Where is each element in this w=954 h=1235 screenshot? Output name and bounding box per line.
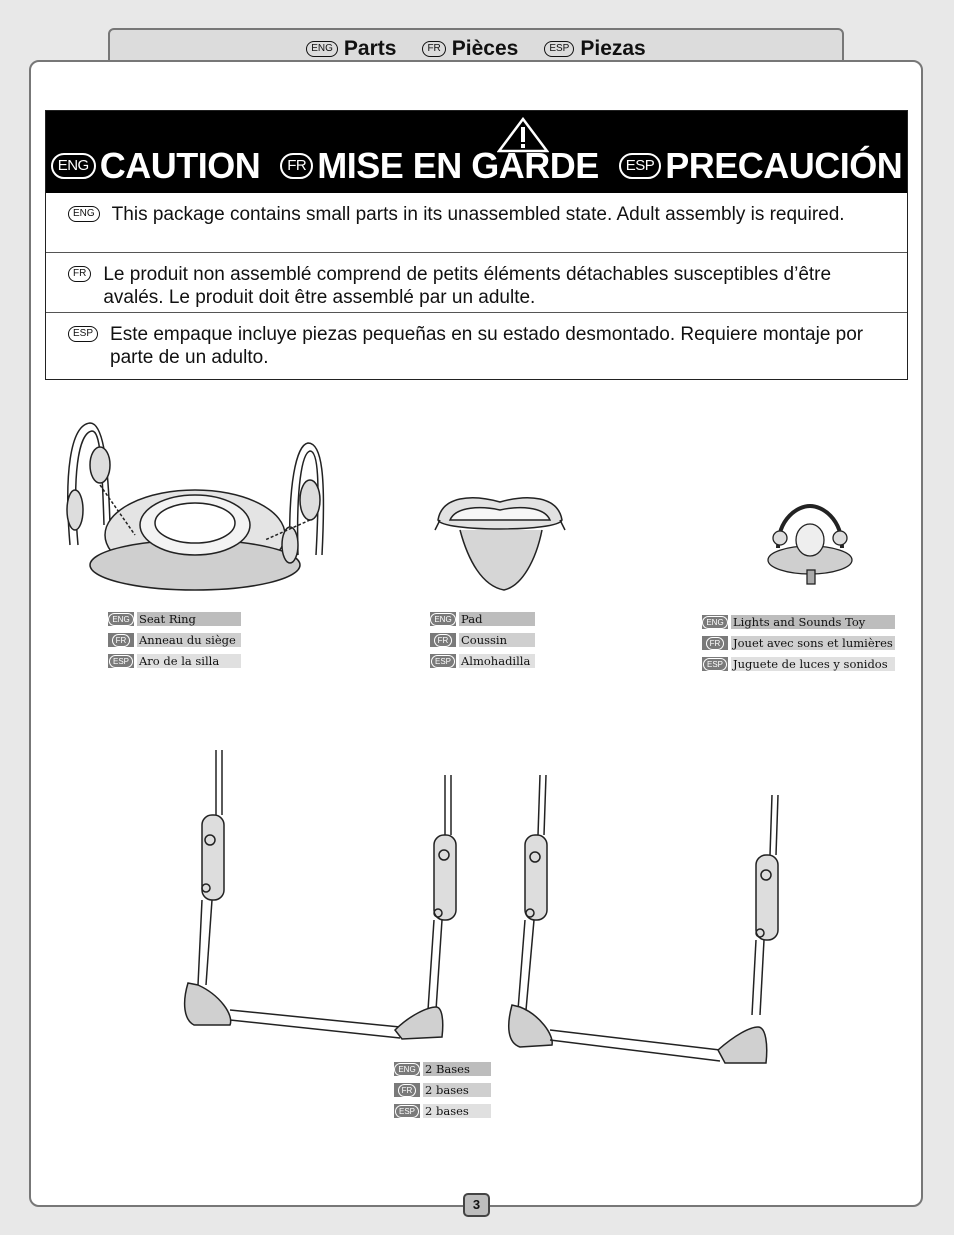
seat-ring-label-fr: Anneau du siège xyxy=(137,633,241,647)
esp-badge-icon: ESP xyxy=(703,658,727,671)
label-row-fr xyxy=(394,1083,491,1097)
eng-badge-icon: ENG xyxy=(68,206,100,222)
label-row-eng xyxy=(108,612,241,626)
caution-row-eng xyxy=(46,193,907,253)
pad-illustration xyxy=(432,490,568,595)
caution-row-esp xyxy=(46,313,907,377)
bases-label-eng: 2 Bases xyxy=(423,1062,491,1076)
page-number: 3 xyxy=(463,1193,490,1217)
label-row-fr xyxy=(430,633,535,647)
label-row-fr xyxy=(108,633,241,647)
label-row-esp xyxy=(108,654,241,668)
label-row-esp xyxy=(430,654,535,668)
header-label-parts: Parts xyxy=(343,37,397,60)
caution-box xyxy=(45,110,908,380)
caution-text-fr: Le produit non assemblé comprend de petits éléments détachables susceptibles d’être avalés. Le produit doit être assemblé par un adulte. xyxy=(103,264,832,308)
bases-label-esp: 2 bases xyxy=(423,1104,491,1118)
label-row-esp xyxy=(394,1104,491,1118)
caution-title-fr: MISE EN GARDE xyxy=(317,145,599,186)
pad-label-eng: Pad xyxy=(459,612,535,626)
seat-ring-illustration xyxy=(60,415,335,595)
bases-labels xyxy=(394,1062,491,1125)
caution-text-eng: This package contains small parts in its unassembled state. Adult assembly is required. xyxy=(111,204,845,225)
esp-badge-icon: ESP xyxy=(109,655,133,668)
caution-title-eng: CAUTION xyxy=(99,145,261,186)
pad-label-fr: Coussin xyxy=(459,633,535,647)
pad-label-esp: Almohadilla xyxy=(459,654,535,668)
header-item-fr xyxy=(422,37,518,61)
esp-badge-icon: ESP xyxy=(395,1105,419,1118)
seat-ring-label-eng: Seat Ring xyxy=(137,612,241,626)
toy-labels xyxy=(702,615,895,678)
seat-ring-label-esp: Aro de la silla xyxy=(137,654,241,668)
fr-badge-icon: FR xyxy=(706,637,725,650)
seat-ring-labels xyxy=(108,612,241,675)
eng-badge-icon: ENG xyxy=(430,613,455,626)
bases-illustration xyxy=(180,745,780,1070)
toy-label-esp: Juguete de luces y sonidos xyxy=(731,657,895,671)
bases-label-fr: 2 bases xyxy=(423,1083,491,1097)
label-row-esp xyxy=(702,657,895,671)
fr-badge-icon: FR xyxy=(398,1084,417,1097)
eng-badge-icon: ENG xyxy=(108,613,133,626)
toy-label-fr: Jouet avec sons et lumières xyxy=(731,636,895,650)
header-item-esp xyxy=(544,37,645,61)
pad-labels xyxy=(430,612,535,675)
caution-title xyxy=(46,145,907,187)
header-label-pieces: Pièces xyxy=(451,37,519,60)
toy-label-eng: Lights and Sounds Toy xyxy=(731,615,895,629)
lights-and-sounds-toy-illustration xyxy=(760,500,860,585)
header-label-piezas: Piezas xyxy=(580,37,646,60)
esp-badge-icon: ESP xyxy=(68,326,98,342)
fr-badge-icon: FR xyxy=(68,266,91,282)
caution-row-fr xyxy=(46,253,907,313)
caution-text-esp: Este empaque incluye piezas pequeñas en su estado desmontado. Requiere montaje por parte de un adulto. xyxy=(110,324,864,368)
esp-badge-icon: ESP xyxy=(544,41,574,57)
eng-badge-icon: ENG xyxy=(306,41,338,57)
eng-badge-icon: ENG xyxy=(51,153,96,179)
caution-title-esp: PRECAUCIÓN xyxy=(665,145,903,186)
label-row-eng xyxy=(394,1062,491,1076)
esp-badge-icon: ESP xyxy=(619,153,662,179)
eng-badge-icon: ENG xyxy=(702,616,727,629)
esp-badge-icon: ESP xyxy=(431,655,455,668)
fr-badge-icon: FR xyxy=(434,634,453,647)
label-row-eng xyxy=(430,612,535,626)
label-row-fr xyxy=(702,636,895,650)
caution-header xyxy=(46,111,907,193)
fr-badge-icon: FR xyxy=(422,41,445,57)
header-item-eng xyxy=(306,37,396,61)
label-row-eng xyxy=(702,615,895,629)
fr-badge-icon: FR xyxy=(112,634,131,647)
fr-badge-icon: FR xyxy=(280,153,313,179)
eng-badge-icon: ENG xyxy=(394,1063,419,1076)
